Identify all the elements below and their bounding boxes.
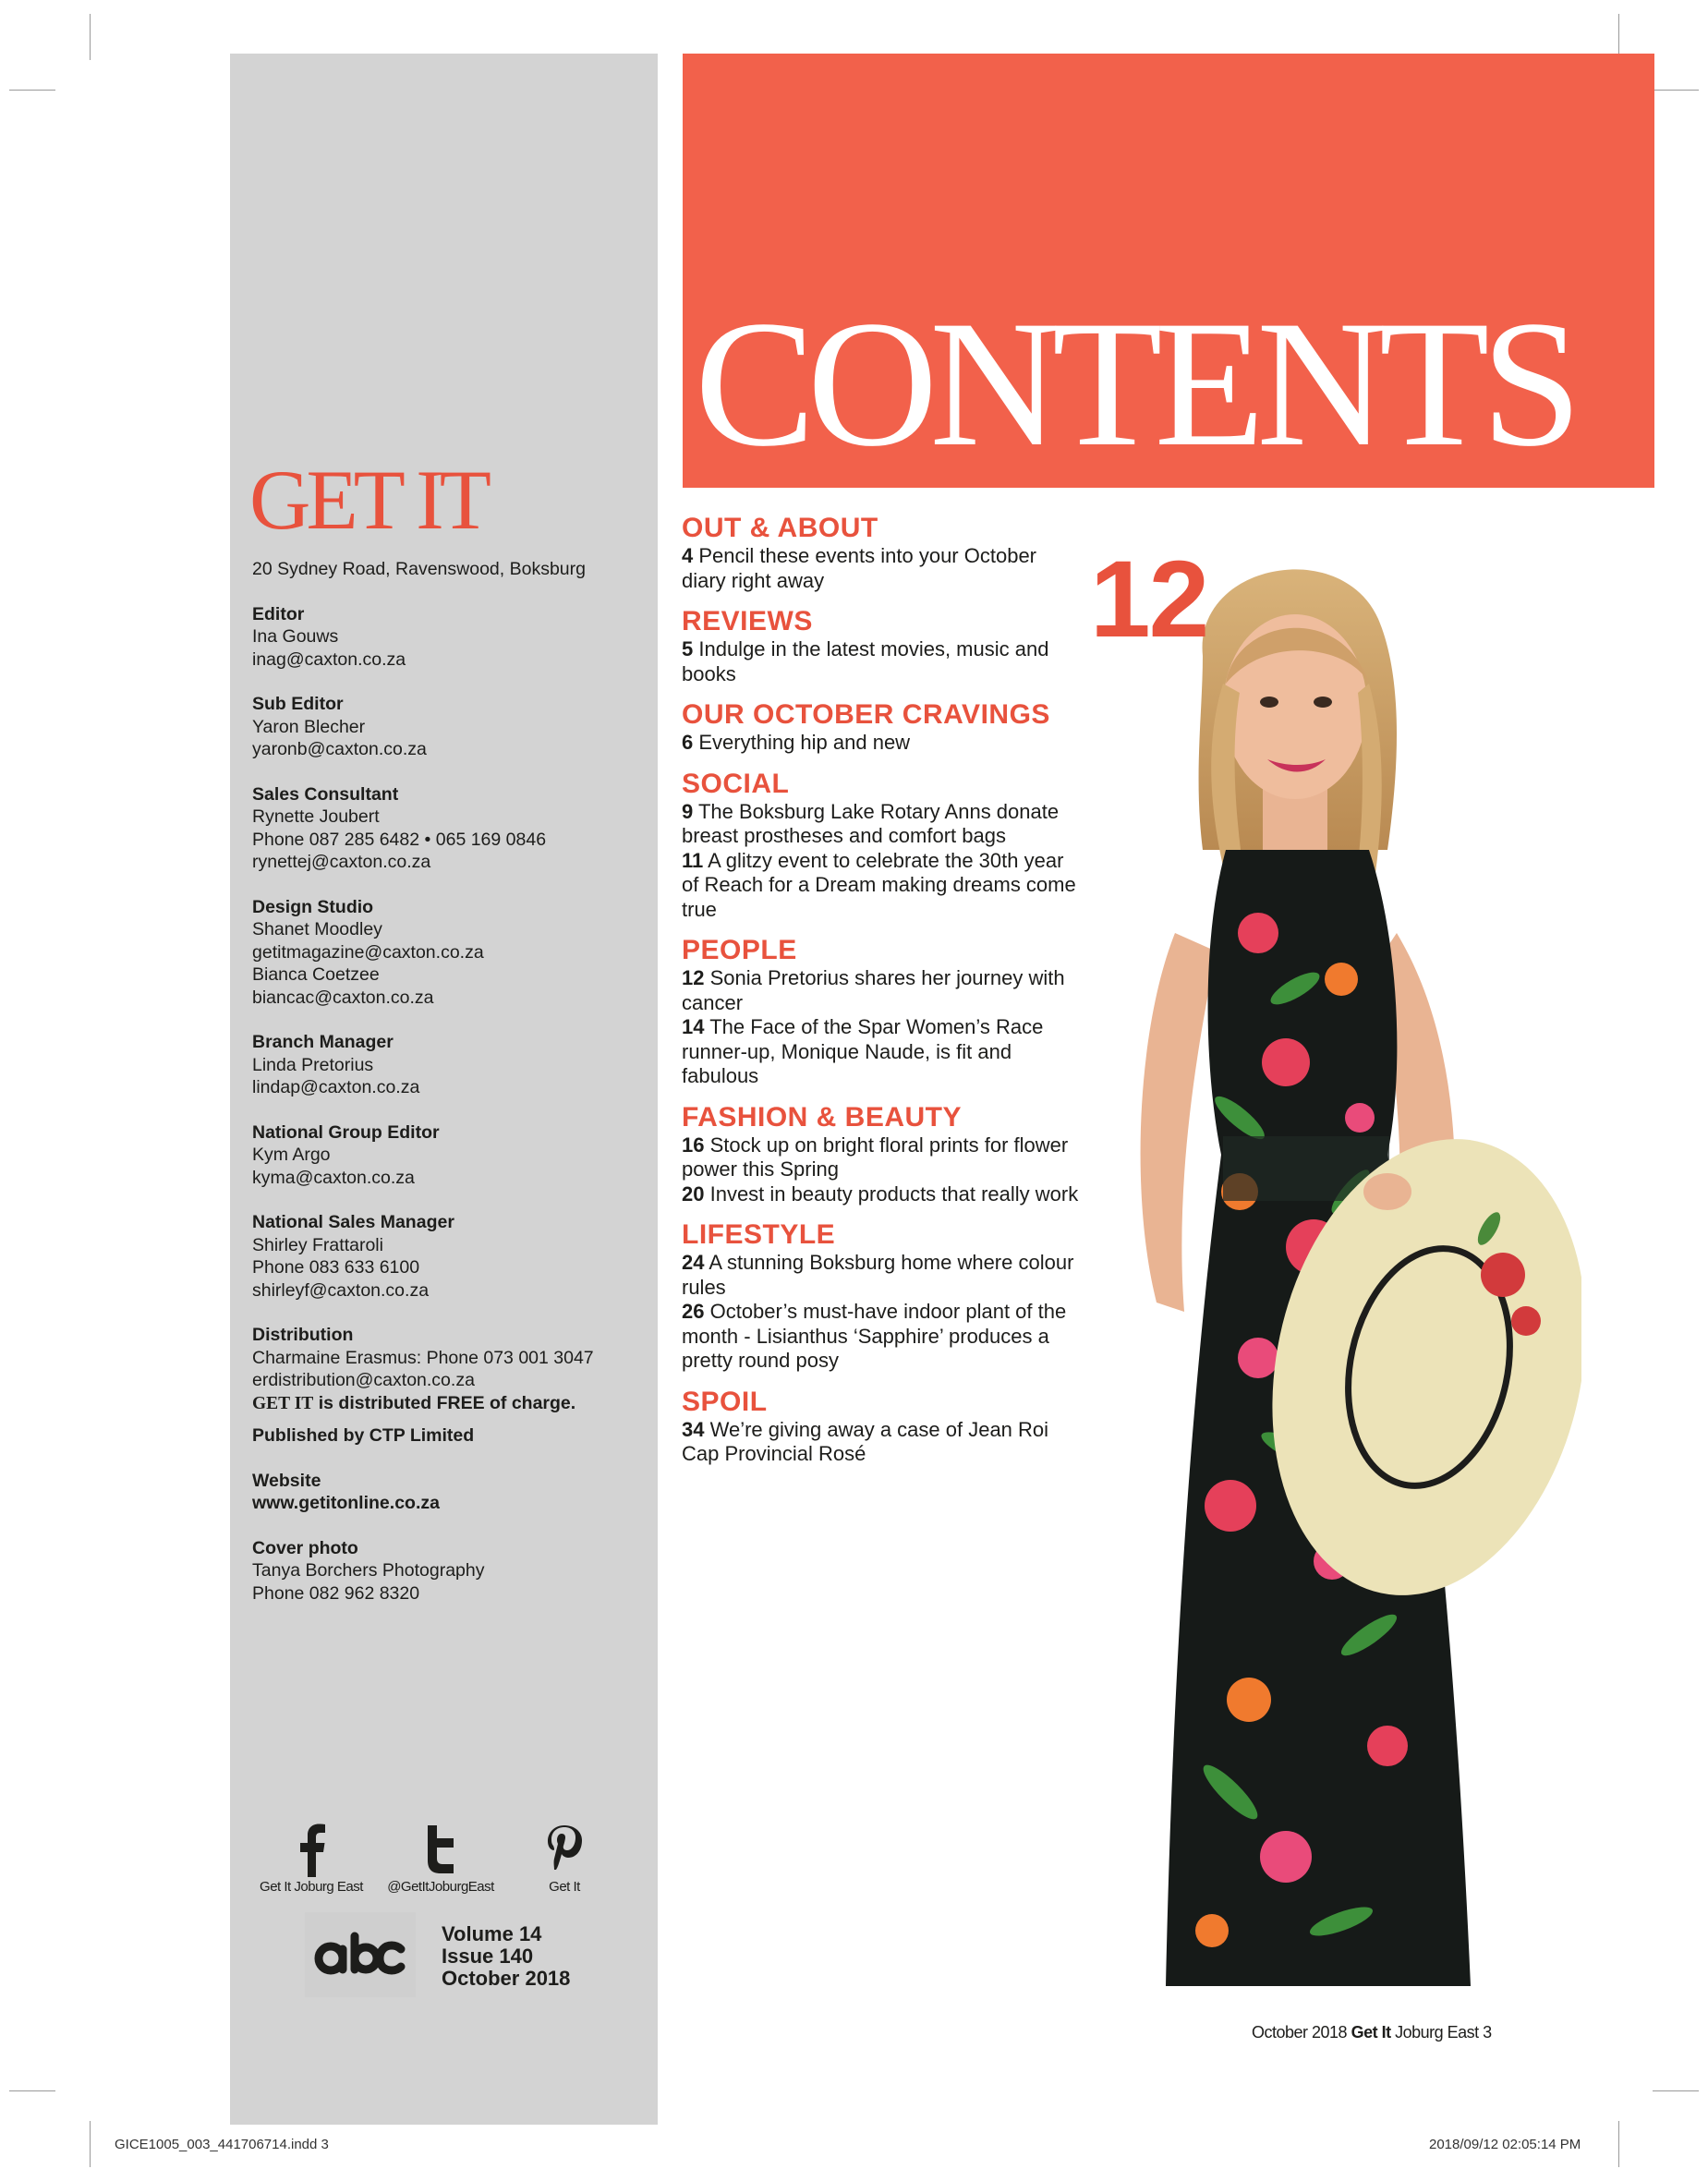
toc-entry-text: Invest in beauty products that really work <box>704 1181 1079 1206</box>
staff-blocks <box>252 603 649 1303</box>
staff-block <box>252 896 649 1010</box>
staff-line: Charmaine Erasmus: Phone 073 001 3047 <box>252 1347 594 1368</box>
toc-entry-text: The Boksburg Lake Rotary Anns donate breast prostheses and comfort bags <box>682 799 1060 847</box>
free-notice <box>252 1392 649 1416</box>
footer-date: October 2018 <box>1252 2023 1351 2042</box>
staff-email[interactable]: rynettej@caxton.co.za <box>252 852 431 872</box>
toc-entry-text: Everything hip and new <box>693 731 911 754</box>
toc-entry-text: Sonia Pretorius shares her journey with cancer <box>682 966 1065 1014</box>
toc-section-heading: REVIEWS <box>682 606 813 636</box>
staff-role: Distribution <box>252 1325 354 1345</box>
toc-entry[interactable] <box>682 800 1079 849</box>
staff-email[interactable]: shirleyf@caxton.co.za <box>252 1279 430 1301</box>
brand-logo: GET IT <box>249 453 488 547</box>
toc-page-number: 24 <box>682 1251 705 1274</box>
toc-entry[interactable] <box>682 731 1079 756</box>
staff-line: Phone 082 962 8320 <box>252 1582 420 1604</box>
toc-page-number: 12 <box>682 966 705 989</box>
website-link[interactable]: www.getitonline.co.za <box>252 1493 440 1513</box>
toc-page-number: 5 <box>682 637 694 660</box>
footer-brand: Get It <box>1351 2023 1391 2042</box>
staff-block <box>252 1031 649 1099</box>
crop-mark <box>9 2090 55 2091</box>
staff-line: Rynette Joubert <box>252 806 380 827</box>
crop-mark <box>90 2121 91 2167</box>
crop-mark <box>9 90 55 91</box>
page-footer <box>1252 2023 1492 2042</box>
crop-mark <box>1653 90 1699 91</box>
toc-section-heading: PEOPLE <box>682 935 797 965</box>
print-slug-timestamp: 2018/09/12 02:05:14 PM <box>1429 2137 1581 2152</box>
toc-entry[interactable] <box>682 1251 1079 1300</box>
staff-email[interactable]: inag@caxton.co.za <box>252 648 406 670</box>
toc-entry[interactable] <box>682 1133 1079 1182</box>
toc-section <box>682 1102 1079 1207</box>
issue-date: October 2018 <box>442 1967 571 1990</box>
toc-entry[interactable] <box>682 1300 1079 1374</box>
staff-line: Tanya Borchers Photography <box>252 1560 485 1581</box>
publisher-block <box>252 1424 649 1448</box>
toc-page-number: 14 <box>682 1015 705 1038</box>
feature-page-number: 12 <box>1090 539 1208 660</box>
staff-block <box>252 603 649 672</box>
office-address: 20 Sydney Road, Ravenswood, Boksburg <box>252 559 586 579</box>
toc-entry-text: We’re giving away a case of Jean Roi Cap Provincial Rosé <box>682 1417 1049 1465</box>
staff-email[interactable]: kyma@caxton.co.za <box>252 1167 415 1188</box>
toc-entry-text: A glitzy event to celebrate the 30th year of Reach for a Dream making dreams come true <box>682 848 1076 921</box>
staff-line: Yaron Blecher <box>252 716 366 737</box>
toc-section <box>682 769 1079 923</box>
toc-section-heading: FASHION & BEAUTY <box>682 1101 963 1133</box>
staff-line: Phone 087 285 6482 • 065 169 0846 <box>252 829 547 850</box>
staff-line: Bianca Coetzee <box>252 964 380 985</box>
toc-entry-text: Indulge in the latest movies, music and books <box>682 637 1049 685</box>
footer-edition: Joburg East 3 <box>1390 2023 1492 2042</box>
staff-line: Phone 083 633 6100 <box>252 1257 420 1278</box>
toc-section-heading: OUT & ABOUT <box>682 513 878 543</box>
social-links <box>251 1822 621 1905</box>
toc-entry[interactable] <box>682 849 1079 923</box>
toc-entry[interactable] <box>682 637 1079 686</box>
toc-section-heading: OUR OCTOBER CRAVINGS <box>682 699 1050 730</box>
staff-role: National Group Editor <box>252 1121 440 1143</box>
staff-line: Linda Pretorius <box>252 1054 374 1075</box>
toc-entry-text: Pencil these events into your October diary right away <box>682 544 1037 592</box>
facebook-icon <box>296 1822 327 1877</box>
distribution-block <box>252 1324 649 1415</box>
toc-section-heading: SOCIAL <box>682 768 790 799</box>
cover-photo <box>1064 539 1581 1986</box>
twitter-handle: @GetItJoburgEast <box>387 1879 494 1895</box>
toc-section <box>682 513 1079 593</box>
toc-entry-text: October’s must-have indoor plant of the month - Lisianthus ‘Sapphire’ produces a pretty round posy <box>682 1300 1067 1372</box>
toc-page-number: 20 <box>682 1181 705 1206</box>
abc-logo <box>305 1912 416 1997</box>
toc-entry[interactable] <box>682 544 1079 593</box>
toc-page-number: 34 <box>682 1417 705 1441</box>
staff-email[interactable]: getitmagazine@caxton.co.za <box>252 941 484 963</box>
crop-mark <box>90 14 91 60</box>
toc-page-number: 9 <box>682 799 694 823</box>
toc-section <box>682 1387 1079 1467</box>
toc-entry[interactable] <box>682 1182 1079 1207</box>
table-of-contents <box>682 513 1079 1480</box>
pinterest-link[interactable] <box>504 1822 624 1895</box>
toc-section <box>682 699 1079 756</box>
toc-section <box>682 1219 1079 1374</box>
toc-page-number: 11 <box>682 848 704 872</box>
toc-entry-text: A stunning Boksburg home where colour rules <box>682 1251 1074 1299</box>
staff-role: Design Studio <box>252 896 374 917</box>
staff-block <box>252 693 649 761</box>
toc-page-number: 16 <box>682 1133 705 1157</box>
pinterest-icon <box>543 1822 586 1877</box>
crop-mark <box>1653 2090 1699 2091</box>
masthead-details <box>252 558 649 1627</box>
facebook-link[interactable] <box>251 1822 371 1895</box>
staff-email[interactable]: lindap@caxton.co.za <box>252 1077 420 1097</box>
toc-entry[interactable] <box>682 1015 1079 1089</box>
toc-page-number: 4 <box>682 544 694 567</box>
website-block <box>252 1470 649 1515</box>
toc-section <box>682 606 1079 686</box>
staff-role: Sub Editor <box>252 694 344 714</box>
crop-mark <box>1618 2121 1619 2167</box>
staff-role: Cover photo <box>252 1537 358 1558</box>
staff-role: Branch Manager <box>252 1032 394 1052</box>
toc-entry[interactable] <box>682 1418 1079 1467</box>
pinterest-handle: Get It <box>549 1879 580 1895</box>
staff-role: Sales Consultant <box>252 783 399 805</box>
toc-section-heading: SPOIL <box>682 1386 768 1417</box>
staff-role: Website <box>252 1470 321 1491</box>
twitter-link[interactable] <box>381 1822 501 1895</box>
staff-email[interactable]: biancac@caxton.co.za <box>252 987 434 1008</box>
toc-page-number: 6 <box>682 731 694 754</box>
print-slug-file: GICE1005_003_441706714.indd 3 <box>115 2137 329 2152</box>
staff-block <box>252 783 649 874</box>
staff-role: National Sales Manager <box>252 1212 454 1232</box>
staff-line: Shanet Moodley <box>252 919 382 939</box>
staff-block <box>252 1211 649 1302</box>
volume-number: Volume 14 <box>442 1922 542 1945</box>
staff-role: Editor <box>252 603 305 624</box>
issue-info <box>442 1923 570 1990</box>
toc-page-number: 26 <box>682 1300 705 1323</box>
staff-block <box>252 1121 649 1190</box>
staff-line: Kym Argo <box>252 1145 331 1165</box>
staff-line: Shirley Frattaroli <box>252 1234 383 1255</box>
publisher-line: Published by CTP Limited <box>252 1425 475 1446</box>
staff-line: Ina Gouws <box>252 626 339 647</box>
contents-title: CONTENTS <box>695 284 1574 484</box>
facebook-handle: Get It Joburg East <box>260 1879 363 1895</box>
issue-number: Issue 140 <box>442 1945 534 1968</box>
free-notice-brand: GET IT <box>252 1393 314 1413</box>
toc-entry[interactable] <box>682 966 1079 1015</box>
staff-email[interactable]: yaronb@caxton.co.za <box>252 739 427 759</box>
toc-entry-text: Stock up on bright floral prints for flower power this Spring <box>682 1133 1069 1181</box>
cover-photo-credit <box>252 1537 649 1605</box>
free-notice-text: is distributed FREE of charge. <box>313 1392 576 1413</box>
toc-entry-text: The Face of the Spar Women’s Race runner-up, Monique Naude, is fit and fabulous <box>682 1015 1044 1087</box>
staff-line: erdistribution@caxton.co.za <box>252 1370 475 1390</box>
toc-section-heading: LIFESTYLE <box>682 1219 836 1250</box>
toc-section <box>682 935 1079 1089</box>
twitter-icon <box>420 1822 461 1877</box>
